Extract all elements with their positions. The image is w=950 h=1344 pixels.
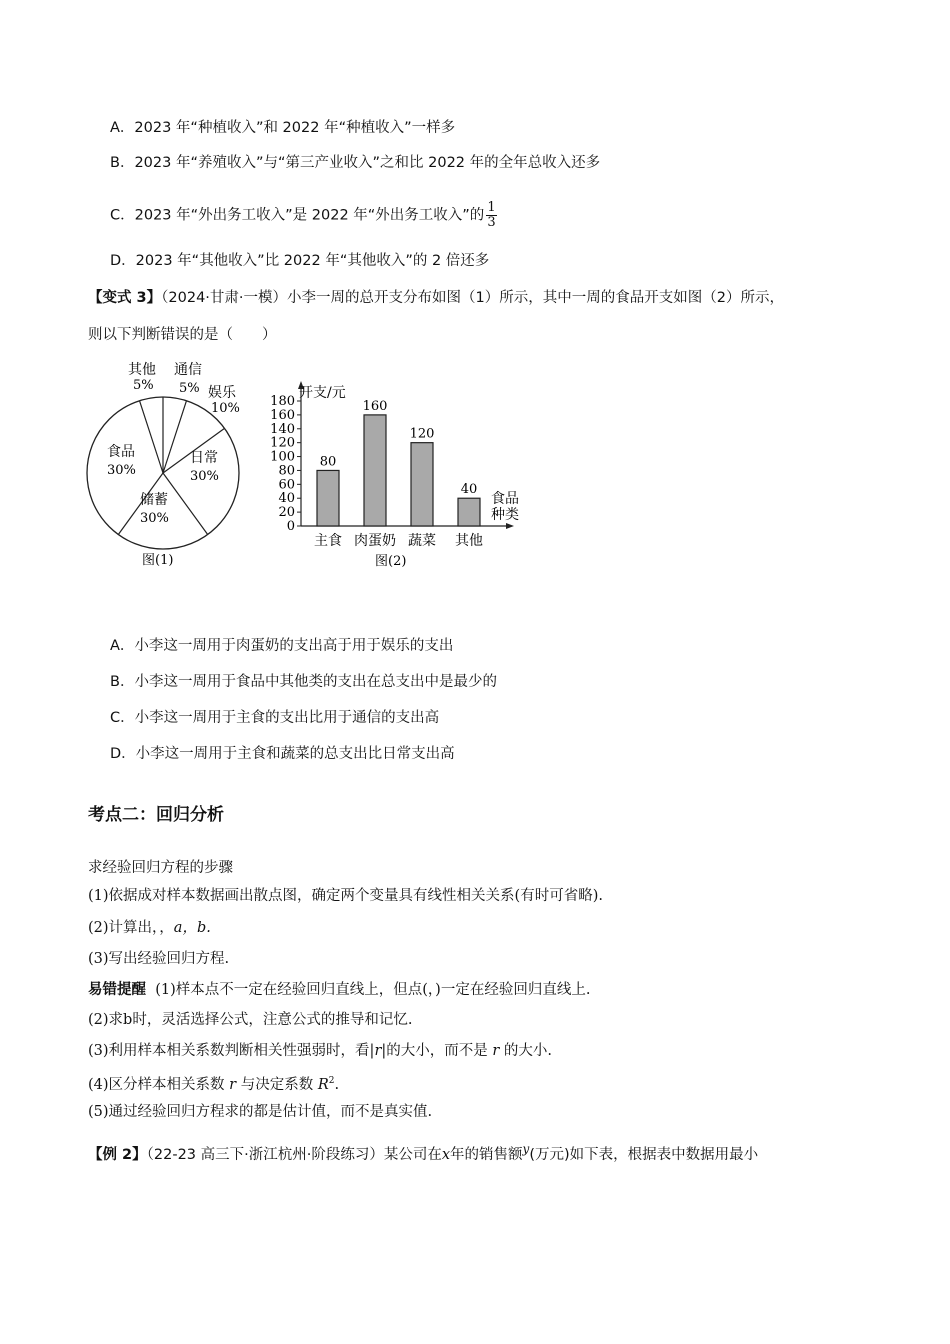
bar-xlabel-line2: 种类 — [491, 507, 519, 523]
option-c-text: C．2023 年“外出务工收入”是 2022 年“外出务工收入”的 — [110, 207, 485, 224]
bar-y-ticks — [270, 394, 301, 534]
variant3-line2: 则以下判断错误的是（ ） — [88, 327, 277, 343]
tip-label: 易错提醒 — [88, 982, 146, 998]
bar-category-label: 其他 — [455, 533, 483, 549]
pie-pct-food: 30% — [107, 463, 136, 478]
bar-value-label: 160 — [362, 398, 388, 414]
tip-4-a: (4)区分样本相关系数 — [88, 1076, 225, 1093]
pie-label-comm: 通信 — [174, 362, 202, 378]
section-title: 考点二：回归分析 — [88, 805, 224, 825]
variant3-text: （2024·甘肃·一模）小李一周的总开支分布如图（1）所示，其中一周的食品开支如图（2）所示， — [161, 290, 784, 306]
tip-1 — [88, 980, 590, 1000]
bar-xlabel-line1: 食品 — [491, 491, 519, 507]
option-c — [110, 201, 497, 230]
example-2-y: y — [522, 1142, 530, 1156]
v3-option-a: A．小李这一周用于肉蛋奶的支出高于用于娱乐的支出 — [110, 638, 454, 654]
step-2-vars: a，b. — [173, 920, 211, 936]
bar-1 — [364, 415, 386, 526]
pie-pct-daily: 30% — [190, 469, 219, 484]
y-tick-label: 180 — [270, 394, 295, 409]
tip-4-c: . — [334, 1076, 340, 1093]
step-2-text: (2)计算出，， — [88, 920, 174, 936]
y-tick-label: 160 — [270, 407, 295, 423]
tip-4-sup: 2 — [328, 1076, 335, 1086]
tip-3 — [88, 1041, 552, 1061]
tip-3-c: 的大小. — [503, 1043, 553, 1059]
tip-4-R: R — [317, 1076, 329, 1093]
y-tick-label: 20 — [278, 505, 295, 521]
step-2 — [88, 918, 211, 938]
tip-3-r1: r — [374, 1043, 382, 1059]
bar-0 — [317, 470, 339, 526]
pie-label-savings: 储蓄 — [140, 492, 168, 508]
y-tick-label: 0 — [286, 519, 295, 534]
y-tick-label: 60 — [278, 477, 295, 493]
variant3-tag: 【变式 3】 — [88, 290, 162, 306]
bar-category-label: 肉蛋奶 — [354, 533, 396, 549]
tip-3-b: |的大小，而不是 — [381, 1043, 488, 1059]
pie-divider — [163, 401, 186, 473]
bar-category-label: 蔬菜 — [408, 533, 436, 549]
y-tick-label: 40 — [278, 491, 295, 507]
option-b: B．2023 年“养殖收入”与“第三产业收入”之和比 2022 年的全年总收入还多 — [110, 155, 601, 171]
tip-4-r: r — [229, 1076, 237, 1093]
fraction-denominator: 3 — [487, 215, 496, 230]
fraction-numerator: 1 — [487, 200, 496, 215]
example-2-x: x — [441, 1146, 451, 1163]
y-tick-label: 100 — [270, 449, 295, 465]
steps-title: 求经验回归方程的步骤 — [88, 860, 233, 876]
example-2-text-c: (万元)如下表，根据表中数据用最小 — [529, 1146, 759, 1163]
pie-pct-comm: 5% — [179, 381, 200, 396]
v3-option-b: B．小李这一周用于食品中其他类的支出在总支出中是最少的 — [110, 674, 497, 690]
bar-2 — [411, 443, 433, 526]
y-tick-label: 80 — [278, 463, 295, 479]
y-tick-label: 140 — [270, 421, 295, 437]
pie-caption: 图(1) — [142, 553, 174, 568]
tip-2: (2)求b时，灵活选择公式，注意公式的推导和记忆. — [88, 1012, 413, 1028]
bar-category-label: 主食 — [314, 533, 342, 549]
pie-pct-other: 5% — [133, 378, 154, 393]
pie-pct-savings: 30% — [140, 511, 169, 526]
example-2 — [88, 1139, 758, 1165]
pie-divider — [140, 401, 163, 473]
example-2-text-b: 年的销售额 — [450, 1146, 523, 1163]
step-1: (1)依据成对样本数据画出散点图，确定两个变量具有线性相关关系(有时可省略). — [88, 888, 603, 904]
tip-3-a: (3)利用样本相关系数判断相关性强弱时，看| — [88, 1043, 375, 1059]
example-2-text-a: （22-23 高三下·浙江杭州·阶段练习）某公司在 — [146, 1146, 442, 1163]
bar-value-label: 80 — [319, 454, 337, 470]
step-3: (3)写出经验回归方程. — [88, 951, 230, 967]
fraction-one-third — [486, 201, 496, 230]
y-tick-label: 120 — [270, 435, 295, 451]
bar-marks — [317, 415, 480, 526]
pie-figure — [80, 352, 250, 572]
pie-label-food: 食品 — [107, 444, 135, 460]
option-d: D．2023 年“其他收入”比 2022 年“其他收入”的 2 倍还多 — [110, 253, 490, 269]
pie-label-other: 其他 — [128, 362, 156, 378]
bar-ylabel: 开支/元 — [299, 385, 346, 401]
bar-value-label: 40 — [460, 482, 478, 498]
option-a: A．2023 年“种植收入”和 2022 年“种植收入”一样多 — [110, 120, 456, 136]
pie-label-ent: 娱乐 — [208, 385, 236, 401]
pie-label-daily: 日常 — [190, 450, 218, 466]
tip-4-b: 与决定系数 — [240, 1076, 314, 1093]
variant3-line1 — [88, 288, 784, 308]
bar-3 — [458, 498, 480, 526]
tip-3-r2: r — [492, 1043, 500, 1059]
bar-chart — [265, 375, 535, 575]
bar-caption: 图(2) — [375, 554, 407, 569]
tip-4 — [88, 1071, 339, 1095]
example-2-tag: 【例 2】 — [88, 1146, 147, 1163]
tip-5: (5)通过经验回归方程求的都是估计值，而不是真实值. — [88, 1104, 433, 1120]
tip-1-text: (1)样本点不一定在经验回归直线上，但点(，)一定在经验回归直线上. — [155, 982, 591, 998]
bar-value-label: 120 — [409, 426, 435, 442]
v3-option-c: C．小李这一周用于主食的支出比用于通信的支出高 — [110, 710, 440, 726]
x-axis-arrow — [506, 523, 514, 529]
pie-pct-ent: 10% — [211, 401, 240, 416]
v3-option-d: D．小李这一周用于主食和蔬菜的总支出比日常支出高 — [110, 746, 455, 762]
